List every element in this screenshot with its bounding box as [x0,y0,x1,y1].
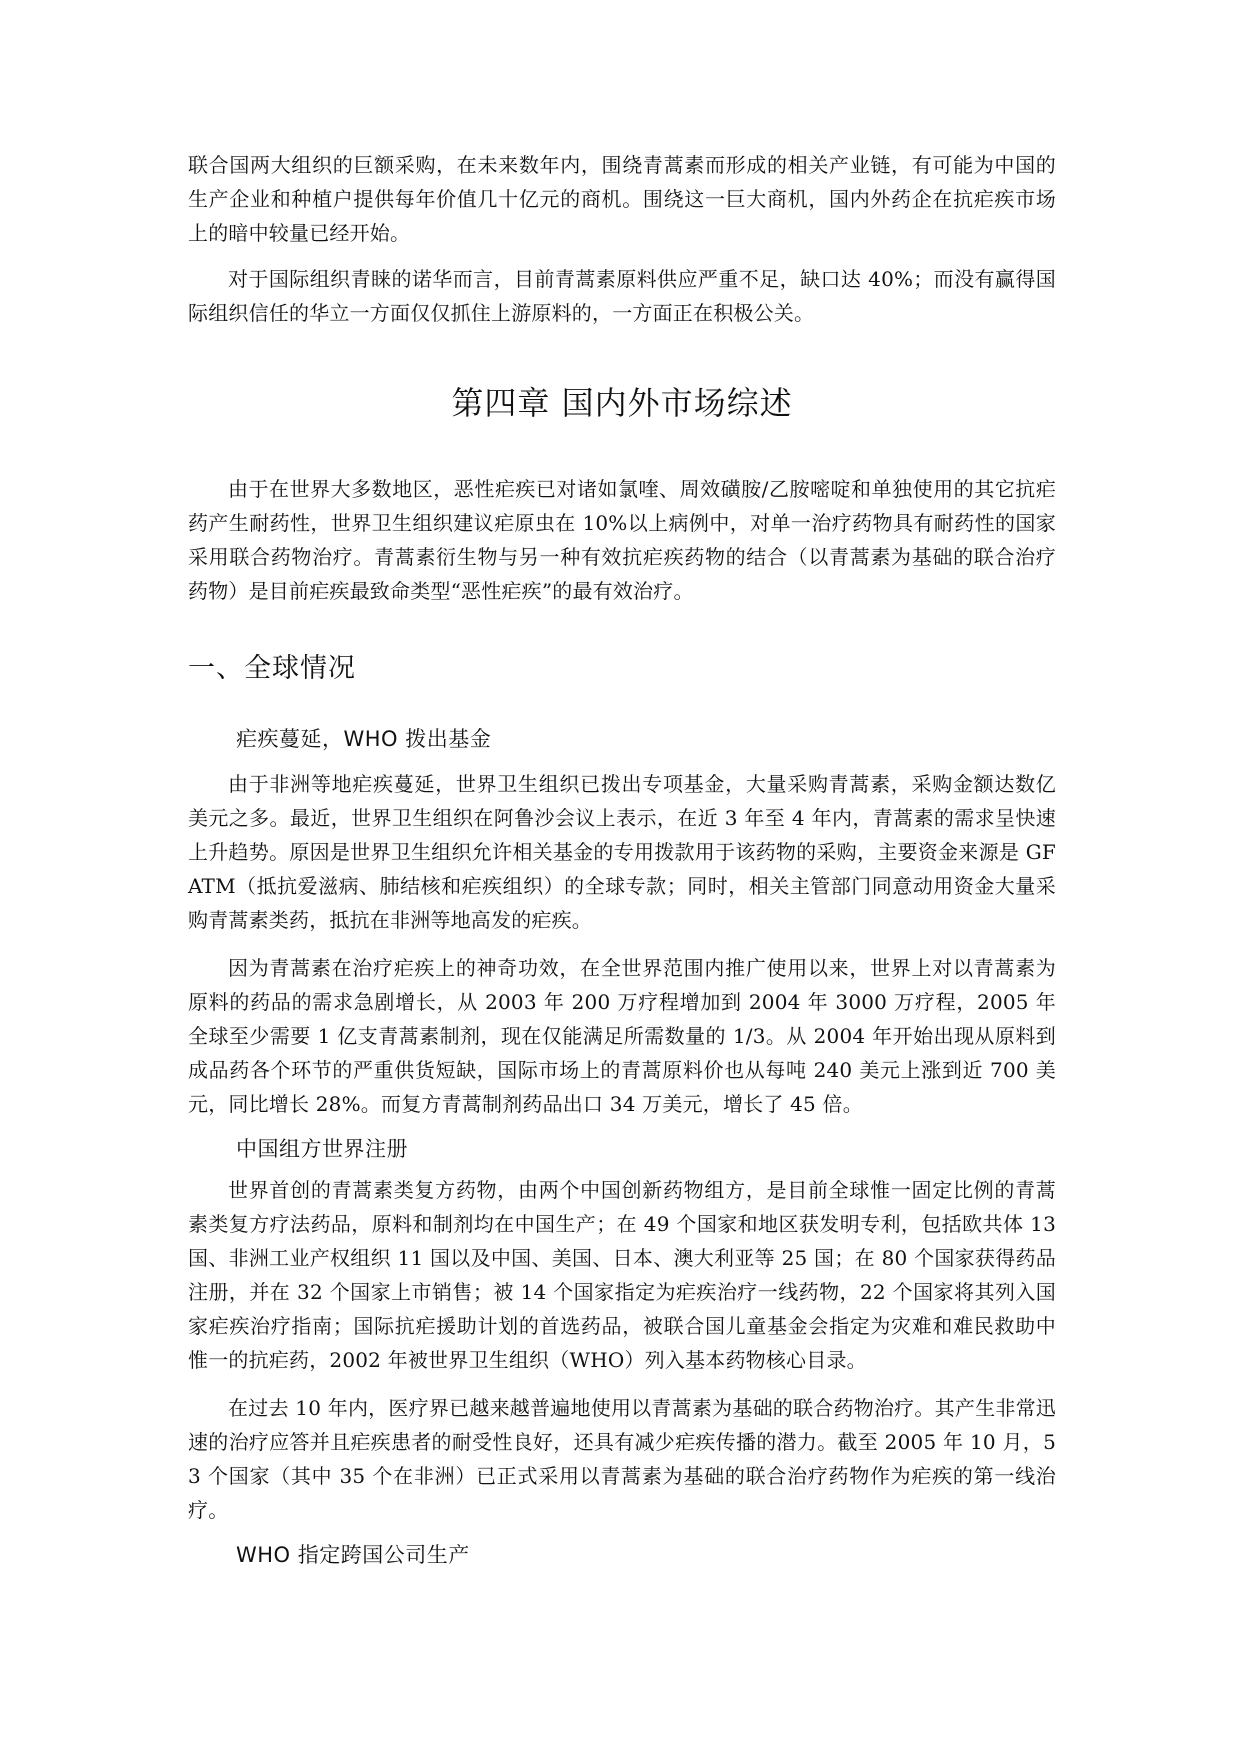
subheading-malaria-spread: 疟疾蔓延，WHO 拨出基金 [236,727,492,751]
subheading-who-multinational: WHO 指定跨国公司生产 [236,1543,470,1567]
paragraph-compound-drug: 世界首创的青蒿素类复方药物，由两个中国创新药物组方，是目前全球惟一固定比例的青蒿素类复方疗法药品，原料和制剂均在中国生产；在 49 个国家和地区获发明专利，包括欧共体 13 国、非洲工业产权组织 11 国以及中国、美国、日本、澳大利亚等 25 国；在 80 个国家获得药品注册，并在 32 个国家上市销售；被 14 个国家指定为疟疾治疗一线药物，22 个国家将其列入国家疟疾治疗指南；国际抗疟援助计划的首选药品，被联合国儿童基金会指定为灾难和难民救助中惟一的抗疟药，2002 年被世界卫生组织（WHO）列入基本药物核心目录。 [188,1178,1056,1372]
paragraph-continuation: 联合国两大组织的巨额采购，在未来数年内，围绕青蒿素而形成的相关产业链，有可能为中国的生产企业和种植户提供每年价值几十亿元的商机。围绕这一巨大商机，国内外药企在抗疟疾市场上的暗中较量已经开始。 [188,153,1056,245]
paragraph-act-adoption: 在过去 10 年内，医疗界已越来越普遍地使用以青蒿素为基础的联合药物治疗。其产生非常迅速的治疗应答并且疟疾患者的耐受性良好，还具有减少疟疾传播的潜力。截至 2005 年 10 月，53 个国家（其中 35 个在非洲）已正式采用以青蒿素为基础的联合治疗药物作为疟疾的第一线治疗。 [188,1396,1056,1522]
paragraph-novartis: 对于国际组织青睐的诺华而言，目前青蒿素原料供应严重不足，缺口达 40%；而没有赢得国际组织信任的华立一方面仅仅抓住上游原料的，一方面正在积极公关。 [188,267,1056,325]
section-heading-global: 一、全球情况 [188,653,356,684]
chapter-intro-paragraph: 由于在世界大多数地区，恶性疟疾已对诸如氯喹、周效磺胺/乙胺嘧啶和单独使用的其它抗疟药产生耐药性，世界卫生组织建议疟原虫在 10%以上病例中，对单一治疗药物具有耐药性的国家采用联合药物治疗。青蒿素衍生物与另一种有效抗疟疾药物的结合（以青蒿素为基础的联合治疗药物）是目前疟疾最致命类型“恶性疟疾”的最有效治疗。 [188,477,1056,603]
chapter-title: 第四章 国内外市场综述 [451,384,793,422]
subheading-china-formula: 中国组方世界注册 [236,1137,408,1161]
document-body [188,148,1056,1569]
paragraph-demand-growth: 因为青蒿素在治疗疟疾上的神奇功效，在全世界范围内推广使用以来，世界上对以青蒿素为原料的药品的需求急剧增长，从 2003 年 200 万疗程增加到 2004 年 3000 万疗程，2005 年全球至少需要 1 亿支青蒿素制剂，现在仅能满足所需数量的 1/3。从 2004 年开始出现从原料到成品药各个环节的严重供货短缺，国际市场上的青蒿原料价也从每吨 240 美元上涨到近 700 美元，同比增长 28%。而复方青蒿制剂药品出口 34 万美元，增长了 45 倍。 [188,956,1056,1116]
paragraph-who-fund: 由于非洲等地疟疾蔓延，世界卫生组织已拨出专项基金，大量采购青蒿素，采购金额达数亿美元之多。最近，世界卫生组织在阿鲁沙会议上表示，在近 3 年至 4 年内，青蒿素的需求呈快速上升趋势。原因是世界卫生组织允许相关基金的专用拨款用于该药物的采购，主要资金来源是 GFATM（抵抗爱滋病、肺结核和疟疾组织）的全球专款；同时，相关主管部门同意动用资金大量采购青蒿素类药，抵抗在非洲等地高发的疟疾。 [188,772,1057,932]
